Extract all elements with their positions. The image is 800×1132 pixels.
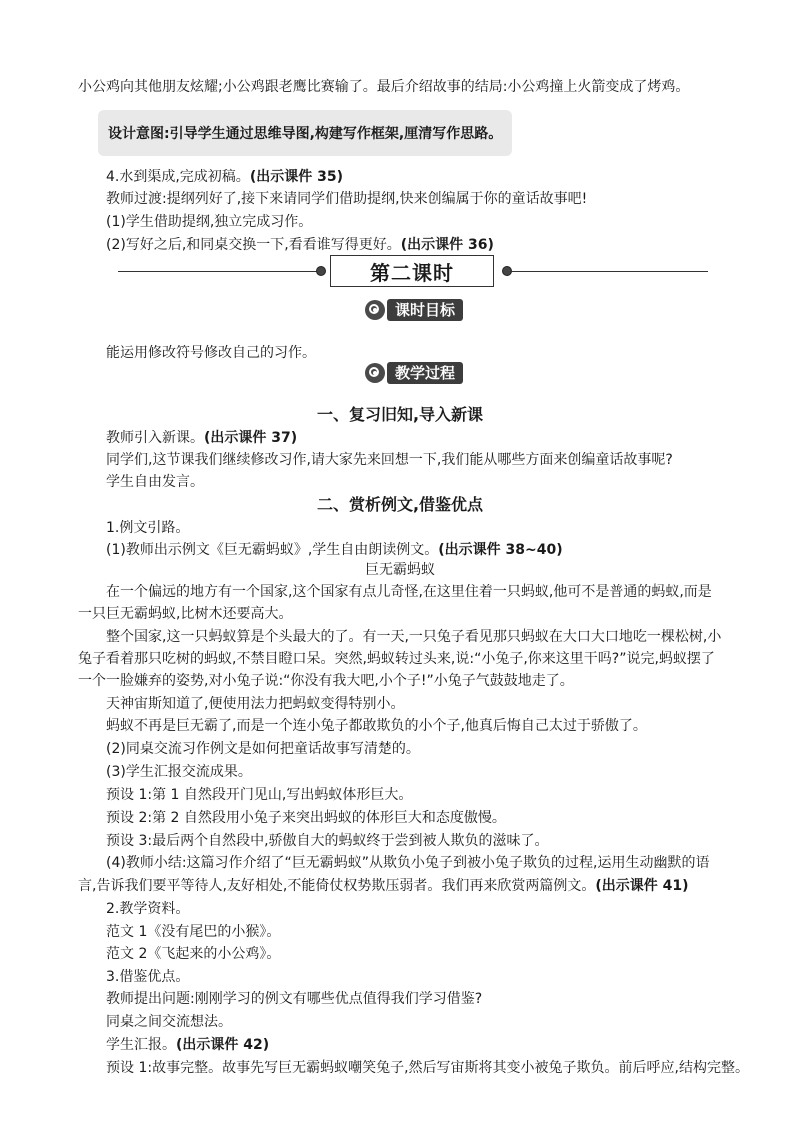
section2-item3: (3)学生汇报交流成果。 xyxy=(106,764,252,780)
target-icon xyxy=(365,300,385,320)
badge-process: 教学过程 xyxy=(365,362,463,384)
divider-left xyxy=(118,271,320,272)
teacher-question: 教师提出问题:刚刚学习的例文有哪些优点值得我们学习借鉴? xyxy=(106,991,483,1007)
divider-right xyxy=(510,271,708,272)
essay-p4: 蚂蚁不再是巨无霸了,而是一个连小兔子都敢欺负的小个子,他真后悔自己太过于骄傲了。 xyxy=(106,718,647,734)
step4-transition: 教师过渡:提纲列好了,接下来请同学们借助提纲,快来创编属于你的童话故事吧! xyxy=(106,191,588,207)
preset-3: 预设 3:最后两个自然段中,骄傲自大的蚂蚁终于尝到被人欺负的滋味了。 xyxy=(106,833,549,849)
section2-item2: (2)同桌交流习作例文是如何把童话故事写清楚的。 xyxy=(106,741,420,757)
section2-heading: 二、赏析例文,借鉴优点 xyxy=(316,495,484,514)
section2-sub3: 3.借鉴优点。 xyxy=(106,969,190,985)
essay-p2c: 一个一脸嫌弃的姿势,对小兔子说:“你没有我大吧,小个子!”小兔子气鼓鼓地走了。 xyxy=(78,673,574,689)
step4-title: 4.水到渠成,完成初稿。(出示课件 35) xyxy=(106,169,343,185)
preset-1: 预设 1:第 1 自然段开门见山,写出蚂蚁体形巨大。 xyxy=(106,787,413,803)
section1-heading: 一、复习旧知,导入新课 xyxy=(316,405,484,424)
essay-p1b: 一只巨无霸蚂蚁,比树木还要高大。 xyxy=(78,606,293,622)
divider-dot-left xyxy=(316,266,326,276)
preset-final: 预设 1:故事完整。故事先写巨无霸蚂蚁嘲笑兔子,然后写宙斯将其变小被兔子欺负。前后呼应,结构完整。 xyxy=(106,1060,749,1076)
essay-p2b: 兔子看着那只吃树的蚂蚁,不禁目瞪口呆。突然,蚂蚁转过头来,说:“小兔子,你来这里干吗?”说完,蚂蚁摆了 xyxy=(78,651,715,667)
section2-item1: (1)教师出示例文《巨无霸蚂蚁》,学生自由朗读例文。(出示课件 38~40) xyxy=(106,542,563,558)
target-icon xyxy=(365,363,385,383)
section2-sub2: 2.教学资料。 xyxy=(106,901,190,917)
essay-title: 巨无霸蚂蚁 xyxy=(365,562,435,578)
lesson-title: 第二课时 xyxy=(330,255,494,287)
section1-line1: 教师引入新课。(出示课件 37) xyxy=(106,430,298,446)
step4-item2: (2)写好之后,和同桌交换一下,看看谁写得更好。(出示课件 36) xyxy=(106,237,494,253)
section1-line2: 同学们,这节课我们继续修改习作,请大家先来回想一下,我们能从哪些方面来创编童话故事呢? xyxy=(106,452,673,468)
badge-goal: 课时目标 xyxy=(365,299,463,321)
reference-2: 范文 2《飞起来的小公鸡》。 xyxy=(106,946,281,962)
section2-item4b: 言,告诉我们要平等待人,友好相处,不能倚仗权势欺压弱者。我们再来欣赏两篇例文。(出示课件 41) xyxy=(78,878,689,894)
goal-text: 能运用修改符号修改自己的习作。 xyxy=(106,345,316,361)
essay-p2a: 整个国家,这一只蚂蚁算是个头最大的了。有一天,一只兔子看见那只蚂蚁在大口大口地吃一棵松树,小 xyxy=(106,629,722,645)
step4-item1: (1)学生借助提纲,独立完成习作。 xyxy=(106,214,313,230)
reference-1: 范文 1《没有尾巴的小猴》。 xyxy=(106,924,281,940)
essay-p3: 天神宙斯知道了,便使用法力把蚂蚁变得特别小。 xyxy=(106,696,405,712)
report-line: 学生汇报。(出示课件 42) xyxy=(106,1037,270,1053)
section2-sub1: 1.例文引路。 xyxy=(106,520,190,536)
essay-p1a: 在一个偏远的地方有一个国家,这个国家有点儿奇怪,在这里住着一只蚂蚁,他可不是普通的蚂蚁,而是 xyxy=(106,584,712,600)
preset-2: 预设 2:第 2 自然段用小兔子来突出蚂蚁的体形巨大和态度傲慢。 xyxy=(106,810,506,826)
text-line: 小公鸡向其他朋友炫耀;小公鸡跟老鹰比赛输了。最后介绍故事的结局:小公鸡撞上火箭变成了烤鸡。 xyxy=(78,79,690,95)
discussion-line: 同桌之间交流想法。 xyxy=(106,1014,232,1030)
section2-item4a: (4)教师小结:这篇习作介绍了“巨无霸蚂蚁”从欺负小兔子到被小兔子欺负的过程,运用生动幽默的语 xyxy=(106,855,710,871)
section1-line3: 学生自由发言。 xyxy=(106,474,204,490)
design-intent-text: 设计意图:引导学生通过思维导图,构建写作框架,厘清写作思路。 xyxy=(108,126,503,142)
